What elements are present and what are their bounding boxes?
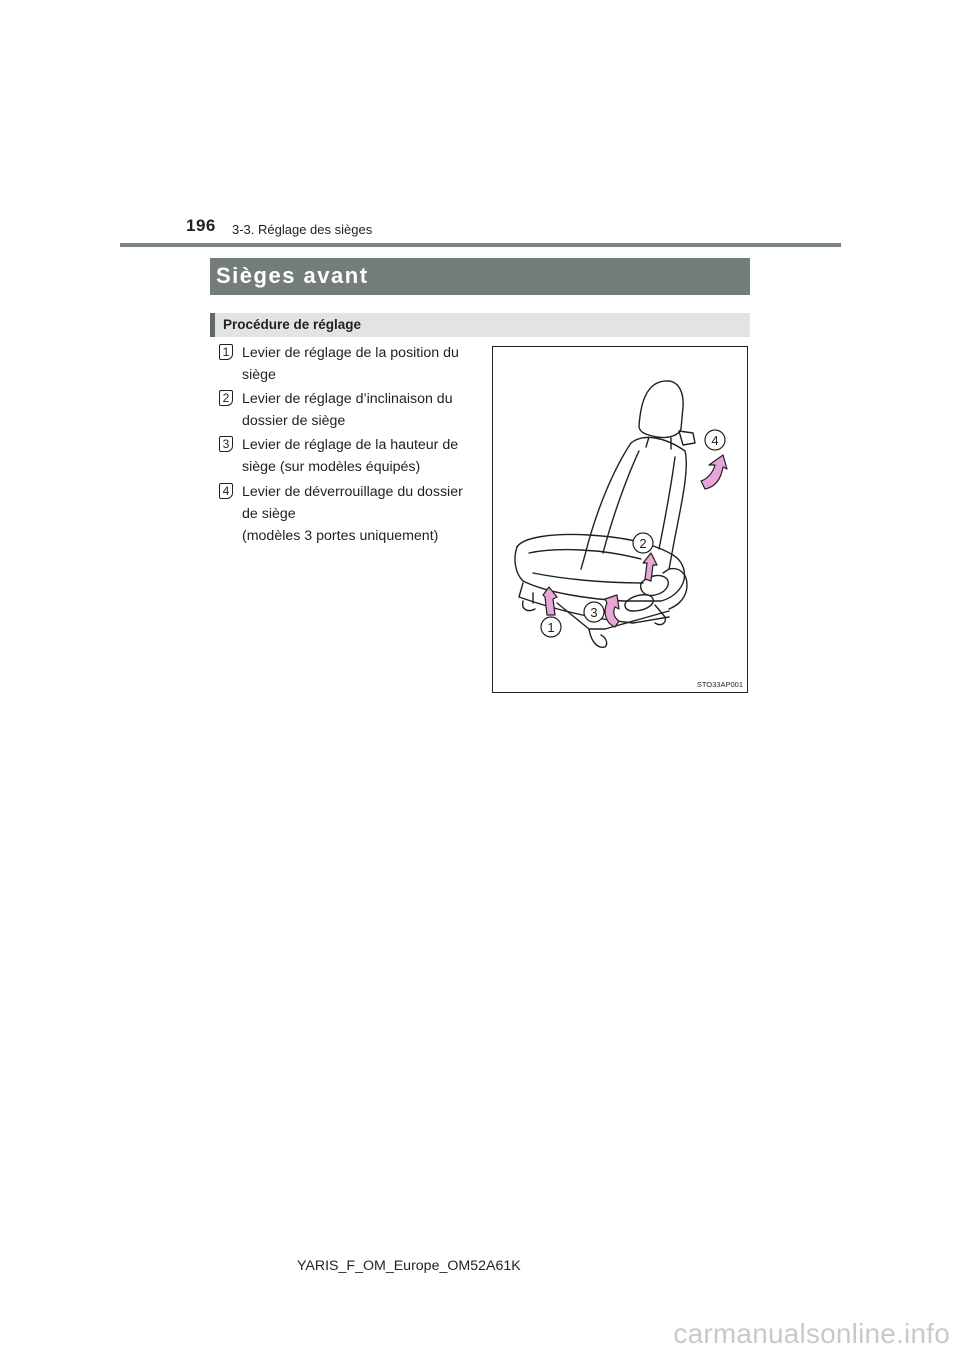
list-item — [216, 481, 482, 547]
watermark: carmanualsonline.info — [673, 1318, 950, 1349]
callout-4: 4 — [711, 433, 719, 448]
item-number-badge: 3 — [219, 436, 233, 452]
page-number: 196 — [186, 216, 216, 235]
document-footer: YARIS_F_OM_Europe_OM52A61K — [297, 1258, 521, 1274]
item-number-badge: 2 — [219, 390, 233, 406]
seat-figure — [492, 346, 748, 693]
subsection-accent — [210, 313, 215, 337]
item-line: Levier de réglage de la hauteur de — [242, 437, 459, 453]
item-line: siège — [242, 367, 276, 383]
item-text — [242, 481, 482, 547]
header-divider — [120, 243, 841, 247]
item-line: (modèles 3 portes uniquement) — [242, 528, 439, 544]
item-line: siège (sur modèles équipés) — [242, 459, 421, 475]
item-line: de siège — [242, 506, 296, 522]
car-seat-illustration-icon — [493, 347, 749, 694]
item-line: Levier de réglage d’inclinaison du — [242, 391, 453, 407]
subsection-title: Procédure de réglage — [223, 317, 362, 332]
section-breadcrumb: 3-3. Réglage des sièges — [232, 222, 373, 237]
list-item — [216, 388, 482, 432]
section-title: Sièges avant — [216, 263, 369, 288]
item-text — [242, 342, 482, 386]
item-line: dossier de siège — [242, 413, 346, 429]
item-line: Levier de réglage de la position du — [242, 345, 459, 361]
list-item — [216, 342, 482, 386]
item-text — [242, 434, 482, 478]
callout-3: 3 — [590, 605, 598, 620]
list-item — [216, 434, 482, 478]
item-number-badge: 1 — [219, 344, 233, 360]
item-line: Levier de déverrouillage du dossier — [242, 484, 463, 500]
figure-code: STO33AP001 — [696, 680, 743, 689]
callout-2: 2 — [639, 536, 647, 551]
item-text — [242, 388, 482, 432]
item-number-badge: 4 — [219, 483, 233, 499]
callout-1: 1 — [547, 620, 555, 635]
